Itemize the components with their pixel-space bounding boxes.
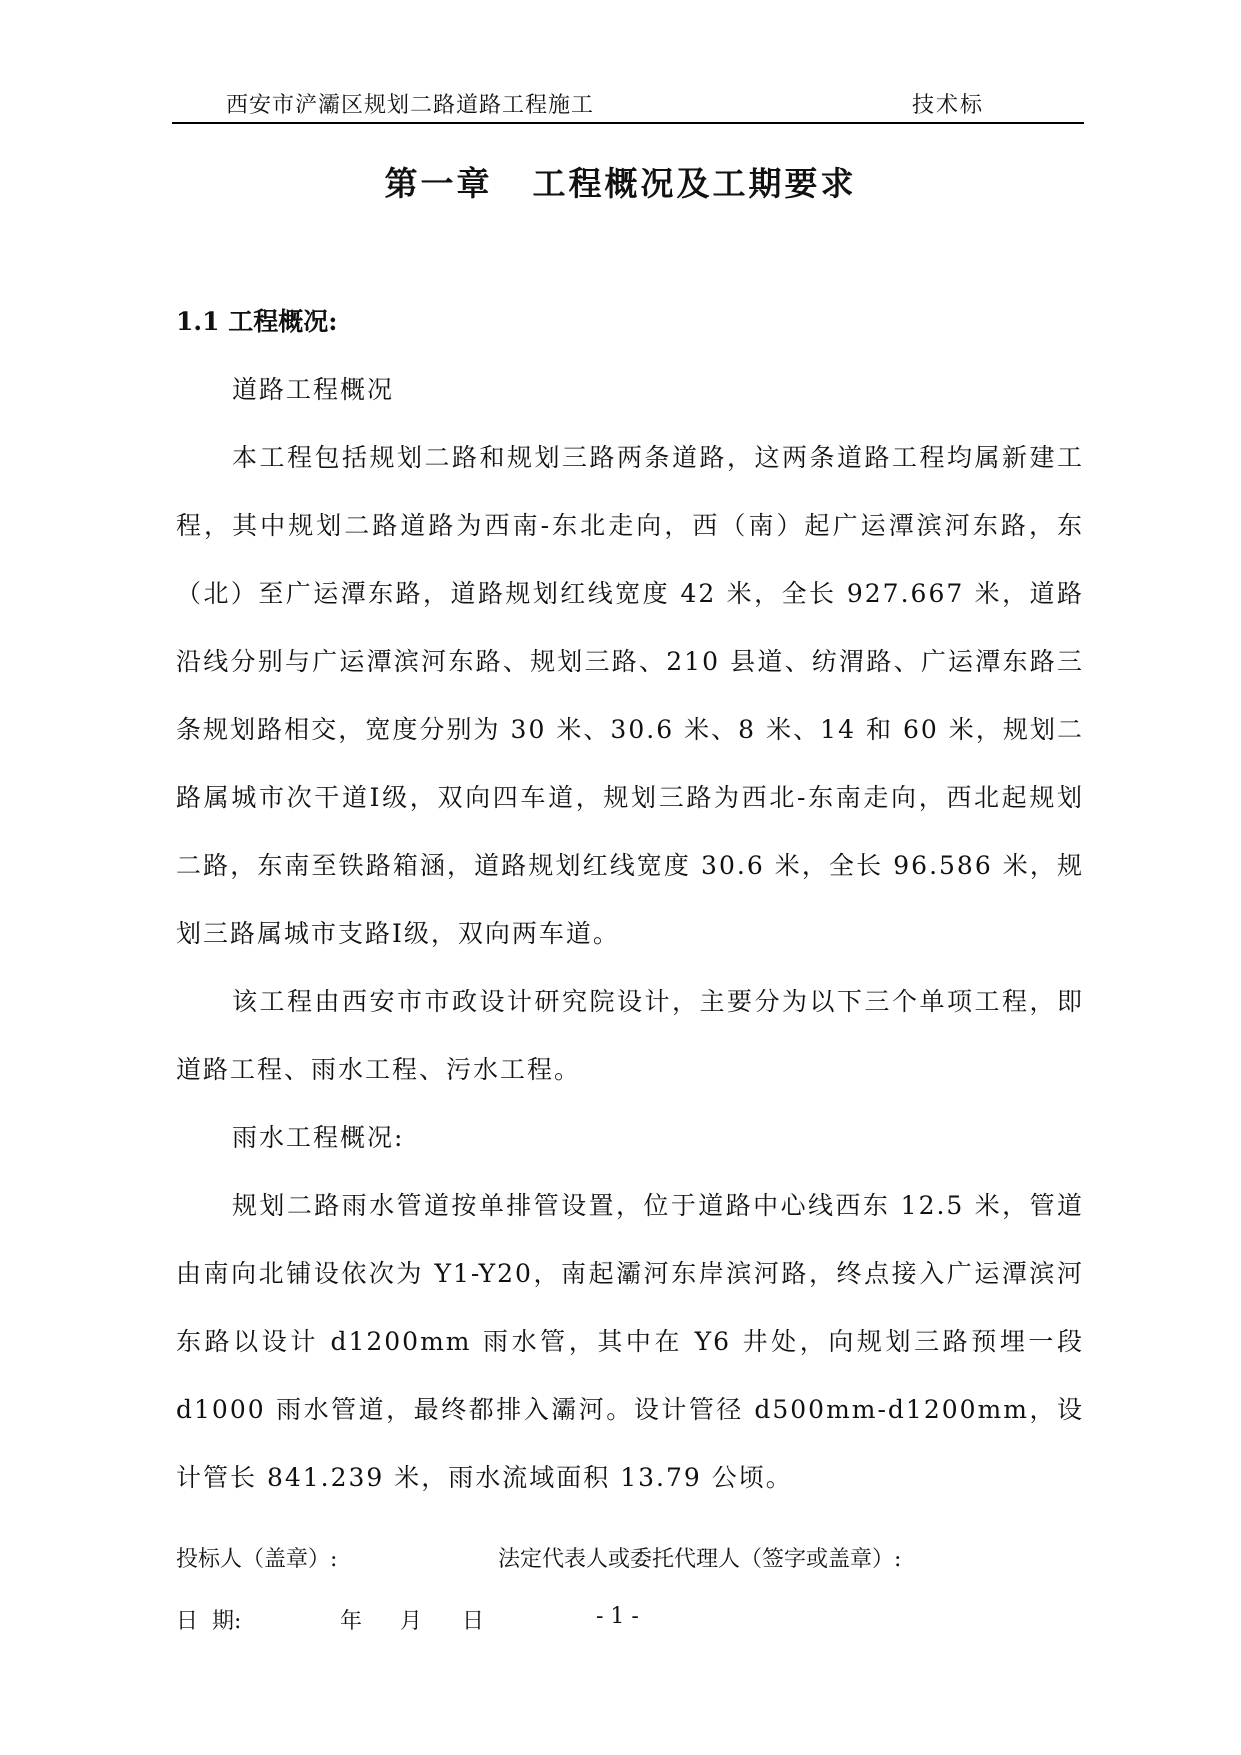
paragraph-road-overview-heading: 道路工程概况 xyxy=(232,375,395,404)
section-title: 1.1 工程概况: xyxy=(176,307,338,336)
paragraph-road-description: 本工程包括规划二路和规划三路两条道路，这两条道路工程均属新建工程，其中规划二路道路为西南-东北走向，西（南）起广运潭滨河东路，东（北）至广运潭东路，道路规划红线宽度 42 米，全长 927.667 米，道路沿线分别与广运潭滨河东路、规划三路、210 县道、纺渭路、广运潭东路三条规划路相交，宽度分别为 30 米、30.6 米、8 米、14 和 60 米，规划二路属城市次干道Ⅰ级，双向四车道，规划三路为西北-东南走向，西北起规划二路，东南至铁路箱涵，道路规划红线宽度 30.6 米，全长 96.586 米，规划三路属城市支路Ⅰ级，双向两车道。 xyxy=(176,443,1084,948)
chapter-title: 工程概况及工期要求 xyxy=(532,164,857,203)
chapter-number: 第一章 xyxy=(384,164,493,203)
paragraph-rainwater-heading: 雨水工程概况: xyxy=(232,1123,405,1152)
paragraph-design-institute: 该工程由西安市市政设计研究院设计，主要分为以下三个单项工程，即道路工程、雨水工程、污水工程。 xyxy=(176,987,1084,1084)
paragraph-rainwater-description: 规划二路雨水管道按单排管设置，位于道路中心线西东 12.5 米，管道由南向北铺设依次为 Y1-Y20，南起灞河东岸滨河路，终点接入广运潭滨河东路以设计 d1200mm 雨水管，其中在 Y6 井处，向规划三路预埋一段 d1000 雨水管道，最终都排入灞河。设计管径 d500mm-d1200mm，设计管长 841.239 米，雨水流域面积 13.79 公顷。 xyxy=(176,1191,1084,1492)
page-header xyxy=(172,82,1084,124)
date-month: 月 xyxy=(400,1609,423,1634)
representative-signature-label: 法定代表人或委托代理人（签字或盖章）: xyxy=(498,1547,902,1572)
bidder-seal-label: 投标人（盖章）: xyxy=(176,1547,338,1572)
date-label: 日 期: xyxy=(176,1609,242,1634)
date-year: 年 xyxy=(340,1609,363,1634)
chapter-heading xyxy=(0,158,1241,205)
document-body xyxy=(176,356,1084,1512)
header-doc-type: 技术标 xyxy=(912,93,985,118)
page-number: - 1 - xyxy=(596,1604,639,1629)
header-project-title: 西安市浐灞区规划二路道路工程施工 xyxy=(226,93,595,118)
date-day: 日 xyxy=(462,1609,485,1634)
